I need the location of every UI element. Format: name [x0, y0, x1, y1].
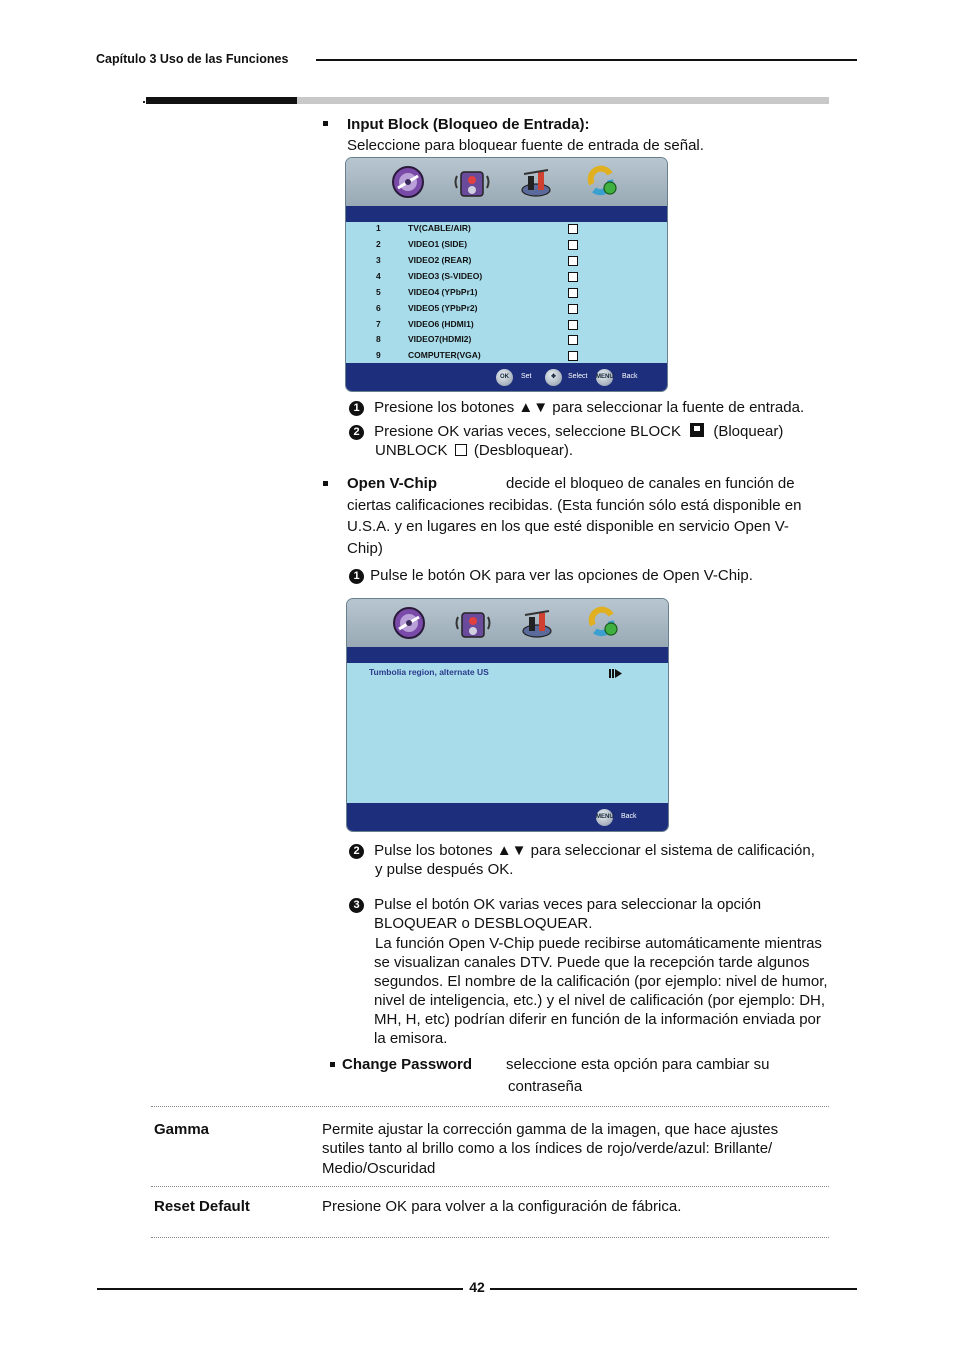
open-vchip-desc-4: Chip) — [347, 540, 383, 557]
vchip-step-3: 3 Pulse el botón OK varias veces para seleccionar la opción — [349, 895, 761, 914]
row-divider — [151, 1237, 829, 1238]
step-2-cont: UNBLOCK (Desbloquear). — [375, 442, 574, 459]
bullet — [330, 1062, 335, 1067]
input-row[interactable]: 3 VIDEO2 (REAR) — [376, 255, 596, 269]
input-row[interactable]: 2 VIDEO1 (SIDE) — [376, 239, 596, 253]
vchip-step-3-cont: BLOQUEAR o DESBLOQUEAR. — [374, 915, 593, 932]
chapter-title: Capítulo 3 Uso de las Funciones — [96, 52, 289, 66]
step-number-2: 2 — [349, 844, 364, 859]
rating-region-item[interactable]: Tumbolia region, alternate US — [369, 667, 489, 677]
step-number-2: 2 — [349, 425, 364, 440]
block-checkbox[interactable] — [568, 256, 578, 266]
input-block-screen — [345, 157, 668, 392]
setup-menu-icon — [518, 164, 554, 200]
sound-menu-icon — [454, 164, 490, 200]
gamma-label: Gamma — [154, 1121, 210, 1138]
menu-button-icon: MENU — [596, 809, 613, 826]
input-row[interactable]: 8 VIDEO7(HDMI2) — [376, 334, 596, 348]
open-vchip-desc-1: decide el bloqueo de canales en función de — [506, 475, 795, 492]
open-vchip-title: Open V-Chip — [347, 475, 437, 492]
back-label: Back — [621, 813, 637, 820]
input-row[interactable]: 4 VIDEO3 (S-VIDEO) — [376, 271, 596, 285]
change-password-desc-2: contraseña — [508, 1078, 583, 1095]
vchip-note-3: segundos. El nombre de la calificación (por ejemplo: nivel de humor, — [374, 973, 828, 990]
block-checkbox[interactable] — [568, 351, 578, 361]
menu-title-bar — [347, 647, 668, 663]
block-checkbox[interactable] — [568, 320, 578, 330]
open-vchip-screen — [346, 598, 669, 832]
footer-rule-left — [97, 1288, 463, 1290]
bullet — [323, 481, 328, 486]
picture-menu-icon — [391, 605, 427, 641]
row-divider — [151, 1106, 829, 1107]
block-checkbox[interactable] — [568, 240, 578, 250]
menu-title-bar — [346, 206, 667, 222]
input-row[interactable]: 6 VIDEO5 (YPbPr2) — [376, 303, 596, 317]
gamma-desc-2: sutiles tanto al brillo como a los índices de rojo/verde/azul: Brillante/ — [322, 1140, 773, 1157]
menu-footer-bar — [346, 363, 667, 391]
vchip-note-5: MH, H, etc) podrían diferir en función de la información enviada por — [374, 1011, 821, 1028]
input-row[interactable]: 1 TV(CABLE/AIR) — [376, 223, 596, 237]
step-number-1: 1 — [349, 569, 364, 584]
step-number-1: 1 — [349, 401, 364, 416]
vchip-step-1: 1 Pulse le botón OK para ver las opciones de Open V-Chip. — [349, 566, 753, 585]
block-checkbox[interactable] — [568, 224, 578, 234]
block-checkbox[interactable] — [568, 272, 578, 282]
back-label: Back — [622, 373, 638, 380]
bullet — [323, 121, 328, 126]
change-password-title: Change Password — [342, 1056, 473, 1073]
menu-icon-bar — [347, 599, 668, 647]
input-row[interactable]: 5 VIDEO4 (YPbPr1) — [376, 287, 596, 301]
enter-arrow-icon — [609, 669, 623, 678]
input-block-desc: Seleccione para bloquear fuente de entrada de señal. — [347, 137, 704, 154]
input-block-title: Input Block (Bloqueo de Entrada): — [347, 116, 590, 133]
menu-footer-bar — [347, 803, 668, 831]
ok-button-icon: OK — [496, 369, 513, 386]
gamma-desc-3: Medio/Oscuridad — [322, 1160, 436, 1177]
gamma-desc-1: Permite ajustar la corrección gamma de la imagen, que hace ajustes — [322, 1121, 779, 1138]
dot-mark — [143, 101, 145, 103]
footer-rule-right — [490, 1288, 857, 1290]
vchip-note-4: nivel de inteligencia, etc.) y el nivel de calificación (por ejemplo: DH, — [374, 992, 826, 1009]
unblock-icon — [455, 444, 467, 456]
open-vchip-desc-3: U.S.A. y en lugares en los que esté disponible en servicio Open V- — [347, 518, 789, 535]
header-rule — [316, 59, 857, 61]
block-icon — [690, 423, 704, 437]
section-band-dark — [146, 97, 297, 104]
change-password-desc-1: seleccione esta opción para cambiar su — [506, 1056, 770, 1073]
input-row[interactable]: 9 COMPUTER(VGA) — [376, 350, 596, 364]
vchip-note-2: se visualizan canales DTV. Puede que la recepción tarde algunos — [374, 954, 810, 971]
sound-menu-icon — [455, 605, 491, 641]
select-label: Select — [568, 373, 588, 380]
vchip-step-2-cont: y pulse después OK. — [375, 861, 514, 878]
setup-menu-icon — [519, 605, 555, 641]
picture-menu-icon — [390, 164, 426, 200]
section-band-grey — [297, 97, 829, 104]
row-divider — [151, 1186, 829, 1187]
reset-default-label: Reset Default — [154, 1198, 250, 1215]
block-checkbox[interactable] — [568, 304, 578, 314]
vchip-note-1: La función Open V-Chip puede recibirse automáticamente mientras — [375, 935, 822, 952]
step-number-3: 3 — [349, 898, 364, 913]
page-number: 42 — [469, 1279, 485, 1295]
features-menu-icon — [585, 605, 621, 641]
open-vchip-desc-2: ciertas calificaciones recibidas. (Esta función sólo está disponible en — [347, 497, 802, 514]
menu-button-icon: MENU — [596, 369, 613, 386]
step-2: 2 Presione OK varias veces, seleccione BLOCK (Bloquear) — [349, 422, 829, 441]
step-1: 1 Presione los botones ▲▼ para seleccionar la fuente de entrada. — [349, 398, 804, 417]
features-menu-icon — [584, 164, 620, 200]
vchip-step-2: 2 Pulse los botones ▲▼ para seleccionar el sistema de calificación, — [349, 841, 815, 860]
reset-default-desc: Presione OK para volver a la configuración de fábrica. — [322, 1198, 682, 1215]
input-row[interactable]: 7 VIDEO6 (HDMI1) — [376, 319, 596, 333]
set-label: Set — [521, 373, 532, 380]
block-checkbox[interactable] — [568, 335, 578, 345]
menu-icon-bar — [346, 158, 667, 206]
block-checkbox[interactable] — [568, 288, 578, 298]
dpad-icon: ✥ — [545, 369, 562, 386]
vchip-note-6: la emisora. — [374, 1030, 448, 1047]
